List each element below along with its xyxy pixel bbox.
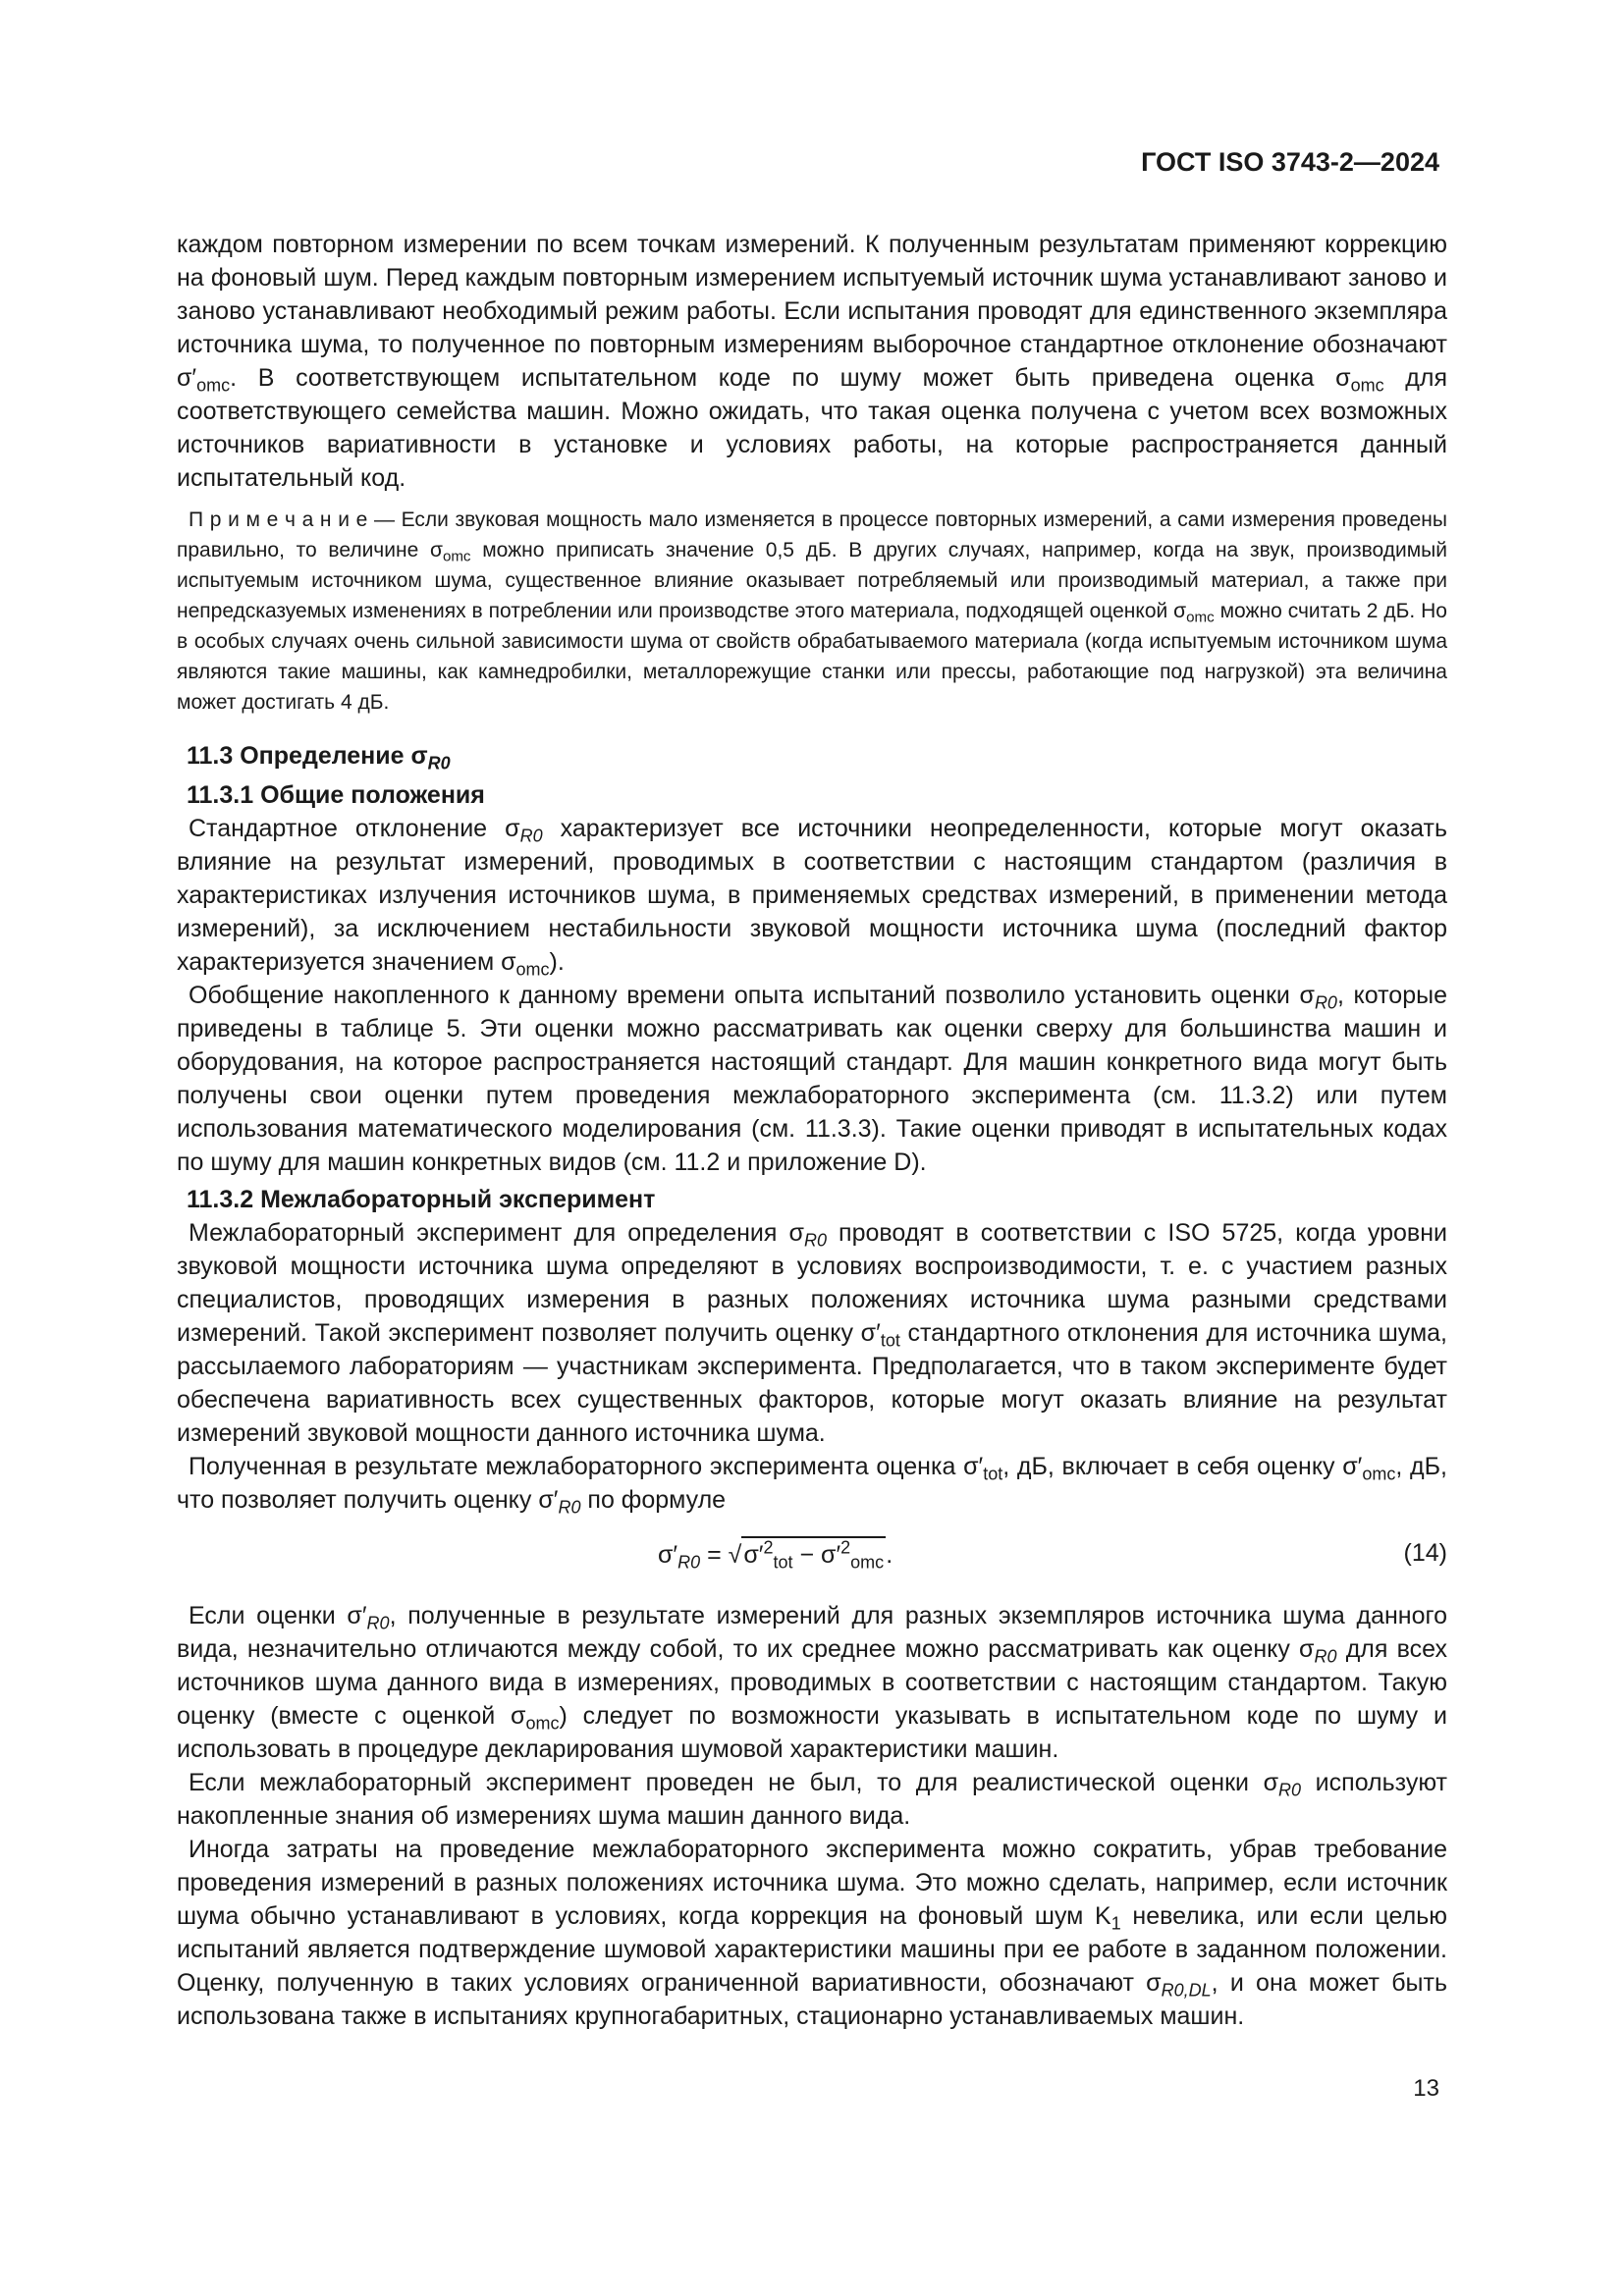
- subscript: tot: [880, 1330, 900, 1351]
- text-run: , дБ, включает в себя оценку σ′: [1002, 1453, 1363, 1480]
- subscript: R0: [558, 1497, 581, 1518]
- page-number: 13: [1413, 2075, 1439, 2102]
- text-run: Если оценки σ′: [189, 1602, 367, 1629]
- paragraph-general-2: [177, 979, 1447, 1179]
- text-run: используют накопленные знания об измерениях шума машин данного вида.: [177, 1769, 1447, 1830]
- text-run: можно приписать значение 0,5 дБ. В других случаях, например, когда на звук, производимый испытуемым источником шума, существенное влияние оказывает потребляемый или производимый материал, а также при непредсказуемых изменениях в потреблении или производстве этого материала, подходящей оценкой σ: [177, 539, 1447, 622]
- text-run: для всех источников шума данного вида в измерениях, проводимых в соответствии с настоящим стандартом. Такую оценку (вместе с оценкой σ: [177, 1635, 1447, 1730]
- paragraph-general-1: [177, 812, 1447, 979]
- subscript: R0: [803, 1230, 827, 1251]
- subscript: R0: [677, 1552, 701, 1573]
- heading-11-3: [177, 739, 1447, 773]
- subscript: R0: [366, 1613, 390, 1633]
- text-run: ).: [549, 948, 565, 976]
- text-run: , и она может быть использована также в испытаниях крупногабаритных, стационарно устанавливаемых машин.: [177, 1969, 1447, 2030]
- subscript: omc: [850, 1552, 885, 1573]
- heading-11-3-1: 11.3.1 Общие положения: [187, 781, 485, 809]
- text-run: каждом повторном измерении по всем точкам измерений. К полученным результатам применяют коррекцию на фоновый шум. Перед каждым повторным измерением испытуемый источник шума устанавливают заново и заново устанавливают необходимый режим работы. Если испытания проводят для единственного экземпляра источника шума, то полученное по повторным измерениям выборочное стандартное отклонение обозначают σ′: [177, 231, 1447, 392]
- subscript: omc: [442, 548, 471, 565]
- subscript: R0: [1314, 992, 1337, 1013]
- sqrt-radicand: [741, 1536, 886, 1572]
- subscript: R0: [427, 753, 451, 774]
- superscript: 2: [763, 1537, 774, 1558]
- subscript: omc: [515, 959, 550, 980]
- text-run: Полученная в результате межлабораторного эксперимента оценка σ′: [189, 1453, 984, 1480]
- formula-symbol: σ′: [821, 1541, 841, 1569]
- formula-operator: −: [792, 1541, 822, 1569]
- text-run: Обобщение накопленного к данному времени опыта испытаний позволило установить оценки σ: [189, 982, 1315, 1009]
- text-run: проводят в соответствии с ISO 5725, когда уровни звуковой мощности источника шума определяют в условиях воспроизводимости, т. е. с участием разных специалистов, проводящих измерения в разных положениях источника шума разными средствами измерений. Такой эксперимент позволяет получить оценку σ′: [177, 1219, 1447, 1347]
- subscript: 1: [1110, 1913, 1121, 1934]
- document-body: [177, 228, 1447, 2033]
- subscript: tot: [983, 1464, 1003, 1484]
- superscript: 2: [840, 1537, 851, 1558]
- text-run: характеризует все источники неопределенности, которые могут оказать влияние на результат измерений, проводимых в соответствии с настоящим стандартом (различия в характеристиках излучения источников шума, в применяемых средствах измерений, в применении метода измерений), за исключением нестабильности звуковой мощности источника шума (последний фактор характеризуется значением σ: [177, 815, 1447, 976]
- document-header: ГОСТ ISO 3743-2—2024: [1141, 147, 1439, 177]
- heading-11-3-2: 11.3.2 Межлабораторный эксперимент: [187, 1186, 656, 1213]
- subscript: R0: [519, 826, 543, 846]
- formula-symbol: σ′: [658, 1541, 678, 1569]
- formula-expression: [658, 1536, 893, 1572]
- text-run: Межлабораторный эксперимент для определения σ: [189, 1219, 804, 1247]
- text-run: по формуле: [580, 1486, 727, 1514]
- text-run: — Если звуковая мощность мало изменяется в процессе повторных измерений, а сами измерения проведены правильно, то величине σ: [177, 508, 1447, 561]
- heading-text: 11.3 Определение σ: [187, 742, 428, 770]
- text-run: ) следует по возможности указывать в испытательном коде по шуму и использовать в процедуре декларирования шумовой характеристики машин.: [177, 1702, 1448, 1763]
- text-run: стандартного отклонения для источника шума, рассылаемого лабораториям — участникам эксперимента. Предполагается, что в таком эксперименте будет обеспечена вариативность всех существенных факторов, которые могут оказать влияние на результат измерений звуковой мощности данного источника шума.: [177, 1319, 1448, 1447]
- paragraph-interlab-4: [177, 1766, 1447, 1833]
- subscript: omc: [1186, 609, 1215, 626]
- subscript: tot: [773, 1552, 793, 1573]
- subscript: omc: [525, 1713, 560, 1734]
- subscript: omc: [1350, 375, 1384, 396]
- paragraph-interlab-1: [177, 1216, 1447, 1450]
- text-run: можно считать 2 дБ. Но в особых случаях очень сильной зависимости шума от свойств обрабатываемого материала (когда испытуемым источником шума являются такие машины, как камнедробилки, металлорежущие станки или прессы, работающие под нагрузкой) эта величина может достигать 4 дБ.: [177, 600, 1447, 714]
- formula-number: (14): [1403, 1539, 1447, 1567]
- subscript: omc: [196, 375, 231, 396]
- text-run: для соответствующего семейства машин. Можно ожидать, что такая оценка получена с учетом всех возможных источников вариативности в установке и условиях работы, на которые распространяется данный испытательный код.: [177, 364, 1447, 492]
- paragraph-interlab-5: [177, 1833, 1447, 2033]
- subscript: R0,DL: [1161, 1980, 1212, 2001]
- paragraph-continued: [177, 228, 1447, 495]
- formula-14: [177, 1522, 1447, 1593]
- text-run: Иногда затраты на проведение межлабораторного эксперимента можно сократить, убрав требование проведения измерений в разных положениях источника шума. Это можно сделать, например, если источник шума обычно устанавливают в условиях, когда коррекция на фоновый шум K: [177, 1836, 1447, 1930]
- text-run: , дБ, что позволяет получить оценку σ′: [177, 1453, 1447, 1514]
- text-run: . В соответствующем испытательном коде по шуму может быть приведена оценка σ: [230, 364, 1351, 392]
- sqrt-radical: √: [728, 1541, 742, 1569]
- subscript: R0: [1278, 1780, 1302, 1800]
- paragraph-interlab-3: [177, 1599, 1447, 1766]
- formula-operator: =: [700, 1541, 729, 1569]
- text-run: Если межлабораторный эксперимент проведен не был, то для реалистической оценки σ: [189, 1769, 1279, 1796]
- text-run: невелика, или если целью испытаний является подтверждение шумовой характеристики машины при ее работе в заданном положении. Оценку, полученную в таких условиях ограниченной вариативности, обозначают σ: [177, 1902, 1447, 1997]
- note-paragraph: [177, 505, 1447, 718]
- subscript: omc: [1362, 1464, 1396, 1484]
- note-label: П р и м е ч а н и е: [189, 508, 368, 531]
- text-run: , полученные в результате измерений для разных экземпляров источника шума данного вида, незначительно отличаются между собой, то их среднее можно рассматривать как оценку σ: [177, 1602, 1447, 1663]
- subscript: R0: [1314, 1646, 1337, 1667]
- text-run: , которые приведены в таблице 5. Эти оценки можно рассматривать как оценки сверху для большинства машин и оборудования, на которое распространяется настоящий стандарт. Для машин конкретного вида могут быть получены свои оценки путем проведения межлабораторного эксперимента (см. 11.3.2) или путем использования математического моделирования (см. 11.3.3). Такие оценки приводят в испытательных кодах по шуму для машин конкретных видов (см. 11.2 и приложение D).: [177, 982, 1447, 1176]
- paragraph-interlab-2: [177, 1450, 1447, 1517]
- formula-symbol: σ′: [743, 1541, 764, 1569]
- formula-operator: .: [886, 1541, 893, 1569]
- text-run: Стандартное отклонение σ: [189, 815, 520, 842]
